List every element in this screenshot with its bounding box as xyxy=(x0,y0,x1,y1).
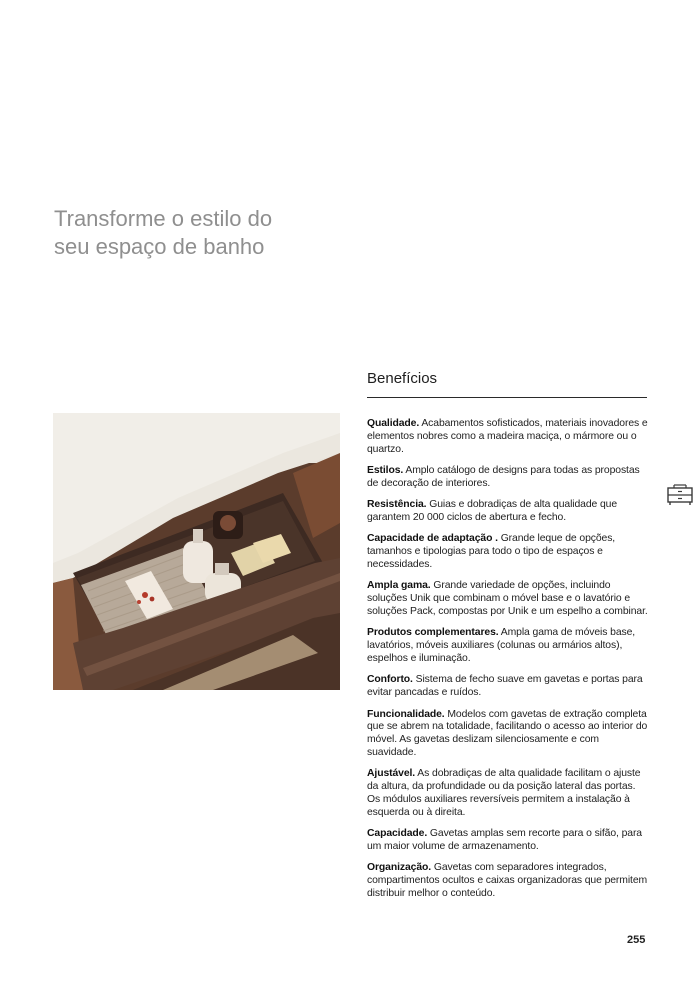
benefit-term: Capacidade. xyxy=(367,828,428,840)
benefit-item xyxy=(367,709,649,760)
benefit-term: Resistência. xyxy=(367,499,427,511)
benefit-item xyxy=(367,768,649,819)
benefit-term: Estilos. xyxy=(367,464,404,476)
benefit-text: Guias e dobradiças de alta qualidade que garantem 20 000 ciclos de abertura e fecho. xyxy=(367,499,618,523)
benefit-term: Organização. xyxy=(367,862,432,874)
benefit-item xyxy=(367,674,649,700)
benefit-text: As dobradiças de alta qualidade facilitam o ajuste da altura, da profundidade ou da posição lateral das portas. Os módulos auxiliares reversíveis permitem a instalação à esquerda ou à direita. xyxy=(367,768,641,818)
benefit-term: Conforto. xyxy=(367,674,413,686)
headline-line-2: seu espaço de banho xyxy=(54,234,265,259)
benefit-text: Amplo catálogo de designs para todas as propostas de decoração de interiores. xyxy=(367,464,640,489)
benefit-term: Ampla gama. xyxy=(367,580,431,592)
benefit-item xyxy=(367,465,649,491)
benefit-text: Grande leque de opções, tamanhos e tipologias para todo o tipo de espaços e necessidades. xyxy=(367,533,616,570)
benefit-text: Gavetas amplas sem recorte para o sifão, para um maior volume de armazenamento. xyxy=(367,828,642,852)
benefit-term: Funcionalidade. xyxy=(367,708,445,720)
benefit-item xyxy=(367,828,649,854)
benefit-term: Capacidade de adaptação . xyxy=(367,533,498,545)
page-number: 255 xyxy=(627,934,646,946)
section-divider xyxy=(367,397,647,398)
benefit-term: Produtos complementares. xyxy=(367,627,499,639)
benefit-item xyxy=(367,533,649,571)
benefit-item xyxy=(367,418,649,456)
benefit-text: Grande variedade de opções, incluindo soluções Unik que combinam o móvel base e o lavatório e soluções Pack, compostas por Unik e um espelho a combinar. xyxy=(367,580,648,617)
page-headline xyxy=(54,205,354,261)
benefit-text: Acabamentos sofisticados, materiais inovadores e elementos nobres como a madeira maciça, o mármore ou o quartzo. xyxy=(367,418,648,455)
section-title: Benefícios xyxy=(367,370,438,387)
benefit-item xyxy=(367,580,649,618)
benefit-term: Ajustável. xyxy=(367,768,416,780)
benefit-text: Ampla gama de móveis base, lavatórios, móveis auxiliares (colunas ou armários altos), espelhos e iluminação. xyxy=(367,627,636,664)
benefit-text: Sistema de fecho suave em gavetas e portas para evitar pancadas e ruídos. xyxy=(367,674,643,699)
benefit-term: Qualidade. xyxy=(367,418,420,429)
headline-line-1: Transforme o estilo do xyxy=(54,206,273,231)
benefits-list xyxy=(367,418,649,909)
benefit-text: Gavetas com separadores integrados, compartimentos ocultos e caixas organizadoras que permitem distribuir melhor o conteúdo. xyxy=(367,862,648,899)
benefit-item xyxy=(367,499,649,525)
cabinet-icon xyxy=(667,484,693,506)
benefit-item xyxy=(367,627,649,665)
benefit-text: Modelos com gavetas de extração completa que se abrem na totalidade, facilitando o acesso ao interior do móvel. As gavetas deslizam silenciosamente e com suavidade. xyxy=(367,708,648,758)
bathroom-drawer-photo xyxy=(53,413,340,690)
benefit-item xyxy=(367,862,649,900)
